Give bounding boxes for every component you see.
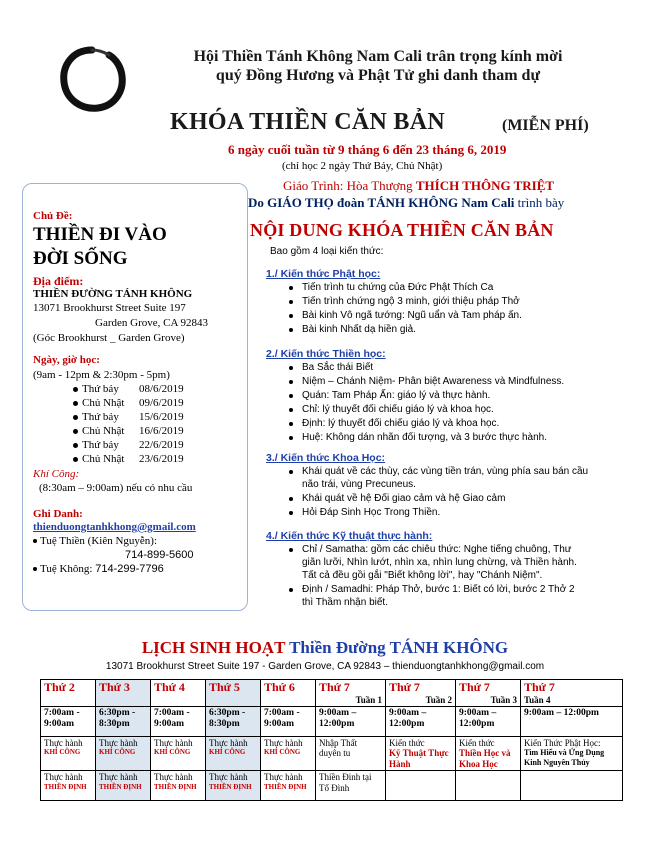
activity-cell [456, 771, 521, 801]
time-cell: 9:00am – 12:00pm [316, 707, 386, 737]
session-item: Thứ bảy 15/6/2019 [73, 411, 119, 423]
section-item: Khái quát về các thùy, các vùng tiền trán, vùng phía sau bán cầu [302, 466, 589, 477]
location-address-3: (Góc Brookhurst _ Garden Grove) [33, 332, 185, 344]
time-cell: 7:00am - 9:00am [261, 707, 316, 737]
course-dates-note: (chỉ học 2 ngày Thứ Bảy, Chủ Nhật) [282, 160, 443, 172]
activity-cell: Thực hành KHÍ CÔNG [151, 737, 206, 771]
section-item: Tiến trình chứng ngộ 3 minh, giới thiệu pháp Thở [302, 296, 520, 307]
contact-1-phone: 714-899-5600 [125, 549, 194, 561]
section-item-continued: não trái, vùng Precuneus. [302, 479, 416, 490]
contact-2 [33, 563, 164, 575]
qigong-text: (8:30am – 9:00am) nếu có nhu cầu [39, 482, 193, 494]
qigong-label: Khí Công: [33, 468, 80, 480]
info-sidebar [22, 183, 248, 611]
day-header: Thứ 6 [261, 680, 316, 707]
day-header: Thứ 4 [151, 680, 206, 707]
section-item: Khái quát về hệ Đối giao cảm và hệ Giao cảm [302, 493, 506, 504]
section-item-continued: giãn lưỡi, Nhìn lướt, nhìn xa, nhìn lung chừng, và Thiền hành. [302, 557, 577, 568]
activity-cell: Nhập Thất duyên tu [316, 737, 386, 771]
week-label: Tuần 3 [490, 694, 517, 705]
activity-cell: Kiến thức Thiền Học và Khoa Học [456, 737, 521, 771]
activities-address: 13071 Brookhurst Street Suite 197 - Garden Grove, CA 92843 – thienduongtanhkhong@gmail.com [105, 661, 545, 672]
section-item: Chỉ: lý thuyết đối chiếu giáo lý và khoa học. [302, 404, 494, 415]
invitation-line-1: Hội Thiền Tánh Không Nam Cali trân trọng kính mời [193, 48, 563, 65]
section-item: Hỏi Đáp Sinh Học Trong Thiền. [302, 507, 441, 518]
location-address-1: 13071 Brookhurst Street Suite 197 [33, 302, 186, 314]
activity-cell: Thiền Đinh tại Tổ Đình [316, 771, 386, 801]
activity-cell: Kiến Thức Phật Học: Tìm Hiểu và Ứng Dụng Kinh Nguyên Thủy [521, 737, 623, 771]
day-header: Thứ 5 [206, 680, 261, 707]
session-item: Thứ bảy 08/6/2019 [73, 383, 119, 395]
section-item: Chỉ / Samatha: gồm các chiêu thức: Nghe tiếng chuông, Thư [302, 544, 572, 555]
section-item: Tiến trình tu chứng của Đức Phật Thích Ca [302, 282, 494, 293]
presenter-suffix: trình bày [517, 195, 565, 210]
datetime-label: Ngày, giờ học: [33, 354, 100, 366]
section-heading: 1./ Kiến thức Phật học: [266, 268, 381, 280]
activity-cell: Thực hành KHÍ CÔNG [261, 737, 316, 771]
section-item: Ba Sắc thái Biết [302, 362, 374, 373]
contact-1-name: Tuệ Thiền (Kiên Nguyễn): [33, 535, 157, 547]
activity-cell: Thực hành KHÍ CÔNG [206, 737, 261, 771]
activity-cell: Thực hành KHÍ CÔNG [41, 737, 96, 771]
section-item: Huệ: Không dán nhãn đối tượng, và 3 bước thực hành. [302, 432, 548, 443]
location-name: THIỀN ĐƯỜNG TÁNH KHÔNG [33, 288, 193, 300]
time-range: (9am - 12pm & 2:30pm - 5pm) [33, 369, 170, 381]
course-title-note: (MIỄN PHÍ) [502, 117, 589, 134]
time-cell: 9:00am – 12:00pm [521, 707, 623, 737]
section-item: Quán: Tam Pháp Ấn: giáo lý và thực hành. [302, 390, 491, 401]
topic-line-2: ĐỜI SỐNG [33, 248, 128, 269]
session-item: Chủ Nhật 23/6/2019 [73, 453, 124, 465]
time-cell: 6:30pm - 8:30pm [206, 707, 261, 737]
session-item: Chủ Nhật 09/6/2019 [73, 397, 124, 409]
activity-cell: Kiến thức Kỹ Thuật Thực Hành [386, 737, 456, 771]
section-item: Định: lý thuyết đối chiếu giáo lý và khoa học. [302, 418, 500, 429]
presenter-line [248, 195, 564, 211]
session-item: Thứ bảy 22/6/2019 [73, 439, 119, 451]
activity-cell [521, 771, 623, 801]
contact-2-phone: 714-299-7796 [95, 563, 164, 575]
activity-cell: Thực hành THIỀN ĐỊNH [41, 771, 96, 801]
activities-title-red: LỊCH SINH HOẠT [141, 638, 286, 657]
curriculum-label: Giáo Trình: Hòa Thượng [283, 178, 413, 193]
time-cell: 7:00am - 9:00am [151, 707, 206, 737]
time-cell: 6:30pm - 8:30pm [96, 707, 151, 737]
curriculum-line [283, 178, 554, 194]
topic-line-1: THIỀN ĐI VÀO [33, 224, 167, 245]
day-header: Thứ 7 Tuần 3 [456, 680, 521, 707]
activity-cell: Thực hành THIỀN ĐỊNH [96, 771, 151, 801]
course-title: KHÓA THIỀN CĂN BẢN [170, 109, 446, 135]
email-link[interactable]: thienduongtanhkhong@gmail.com [33, 521, 196, 533]
section-item-continued: Tất cả đều gồi gắi "Biết không lời", hay "Chánh Niệm". [302, 570, 543, 581]
register-label: Ghi Danh: [33, 508, 83, 520]
activity-cell: Thực hành THIỀN ĐỊNH [261, 771, 316, 801]
activity-cell: Thực hành THIỀN ĐỊNH [206, 771, 261, 801]
activities-title-blue: Thiền Đường TÁNH KHÔNG [289, 638, 509, 657]
section-item: Niệm – Chánh Niệm- Phân biệt Awareness và Mindfulness. [302, 376, 565, 387]
session-item: Chủ Nhật 16/6/2019 [73, 425, 124, 437]
time-cell: 9:00am – 12:00pm [456, 707, 521, 737]
section-heading: 4./ Kiến thức Kỹ thuật thực hành: [266, 530, 433, 542]
location-label: Địa điểm: [33, 274, 84, 288]
activity-schedule-table [40, 679, 623, 801]
course-dates: 6 ngày cuối tuần từ 9 tháng 6 đến 23 tháng 6, 2019 [228, 142, 507, 157]
content-intro: Bao gồm 4 loại kiến thức: [270, 246, 384, 257]
week-label: Tuần 2 [425, 694, 452, 705]
section-item: Bài kinh Nhất dạ hiền giả. [302, 324, 416, 335]
contact-2-name: Tuệ Không: [40, 563, 93, 575]
day-header: Thứ 7 Tuần 2 [386, 680, 456, 707]
topic-label: Chủ Đề: [33, 210, 73, 222]
activity-cell [386, 771, 456, 801]
section-item-continued: thì Thầm nhận biết. [302, 597, 388, 608]
section-item: Định / Samadhi: Pháp Thở, bước 1: Biết có lời, bước 2 Thở 2 [302, 584, 575, 595]
presenter-prefix: Do GIÁO THỌ đoàn TÁNH KHÔNG Nam Cali [248, 195, 515, 210]
curriculum-teacher: THÍCH THÔNG TRIỆT [415, 178, 555, 193]
activity-cell: Thực hành THIỀN ĐỊNH [151, 771, 206, 801]
section-item: Bài kinh Vô ngã tướng: Ngũ uẩn và Tam pháp ấn. [302, 310, 522, 321]
day-header: Thứ 7 Tuần 1 [316, 680, 386, 707]
location-address-2: Garden Grove, CA 92843 [95, 317, 209, 329]
content-title: NỘI DUNG KHÓA THIỀN CĂN BẢN [250, 220, 554, 240]
day-header: Thứ 7 Tuần 4 [521, 680, 623, 707]
time-cell: 7:00am - 9:00am [41, 707, 96, 737]
activity-cell: Thực hành KHÍ CÔNG [96, 737, 151, 771]
activities-title [0, 638, 650, 658]
week-label: Tuần 4 [524, 694, 551, 705]
section-heading: 2./ Kiến thức Thiền học: [266, 348, 386, 360]
time-cell: 9:00am – 12:00pm [386, 707, 456, 737]
enso-circle-icon [52, 40, 132, 120]
day-header: Thứ 2 [41, 680, 96, 707]
week-label: Tuần 1 [355, 694, 382, 705]
day-header: Thứ 3 [96, 680, 151, 707]
invitation-line-2: quý Đồng Hương và Phật Tử ghi danh tham dự [215, 67, 541, 84]
section-heading: 3./ Kiến thức Khoa Học: [266, 452, 386, 464]
